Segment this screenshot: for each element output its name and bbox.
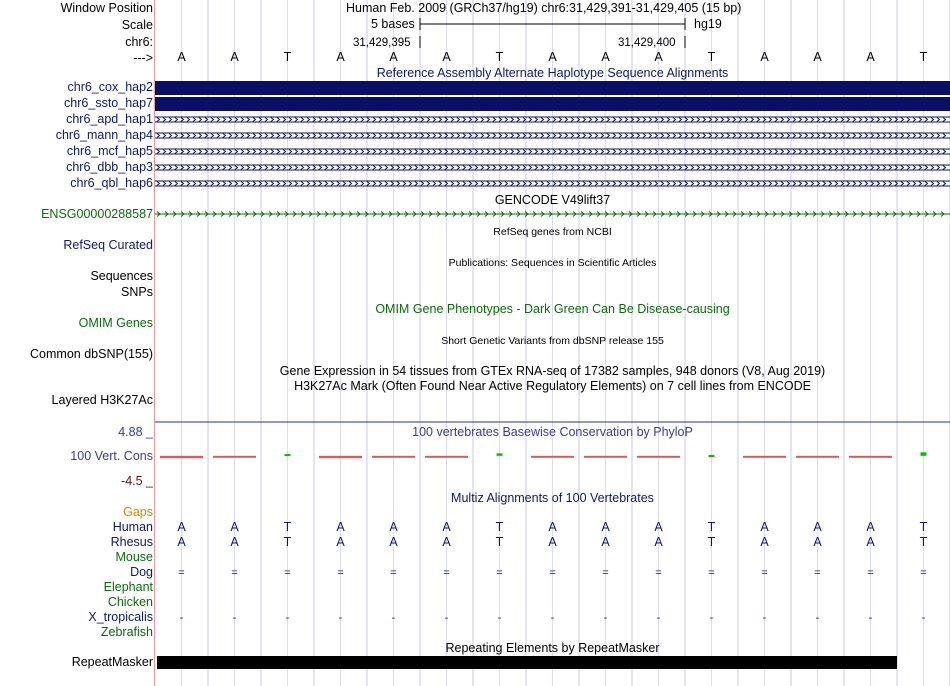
multiz-cell: A [442,535,451,549]
coord-left: 31,429,395 [353,37,411,49]
multiz-human-label[interactable]: Human [112,520,153,534]
alt-hap-label-2[interactable]: chr6_ssto_hap7 [64,96,153,110]
multiz-mouse-label[interactable]: Mouse [115,550,153,564]
ref-base: A [336,50,345,64]
multiz-cell: T [707,520,716,534]
multiz-cell: T [707,535,716,549]
multiz-cell: = [602,567,609,579]
multiz-cell: A [866,520,875,534]
alt-hap-label-3[interactable]: chr6_apd_hap1 [66,112,153,126]
multiz-elephant-label[interactable]: Elephant [103,580,153,594]
ref-base: A [601,50,610,64]
ref-base: A [654,50,663,64]
multiz-cell: A [760,535,769,549]
multiz-cell: = [496,567,503,579]
multiz-xtropicalis-label[interactable]: X_tropicalis [88,610,153,624]
scale-label: Scale [121,18,153,32]
multiz-cell: - [656,612,661,624]
multiz-chicken-label[interactable]: Chicken [107,595,153,609]
multiz-cell: = [814,567,821,579]
multiz-cell: - [338,612,343,624]
multiz-cell: - [709,612,714,624]
chrom-label: chr6: [125,35,153,49]
multiz-cell: A [336,520,345,534]
multiz-cell: T [283,520,292,534]
multiz-cell: - [868,612,873,624]
alt-hap-label-6[interactable]: chr6_dbb_hap3 [66,160,153,174]
ref-base: T [707,50,716,64]
multiz-cell: - [497,612,502,624]
window-position-value: Human Feb. 2009 (GRCh37/hg19) chr6:31,429,391-31,429,405 (15 bp) [346,1,742,15]
ref-base: A [548,50,557,64]
multiz-cell: A [177,520,186,534]
dbsnp-track-label[interactable]: Common dbSNP(155) [30,347,153,361]
coord-right: 31,429,400 [618,37,676,49]
multiz-cell: - [815,612,820,624]
conservation-track-title: 100 vertebrates Basewise Conservation by PhyloP [412,425,693,439]
omim-track-label[interactable]: OMIM Genes [78,316,153,330]
conservation-min-label: -4.5 _ [121,474,153,488]
multiz-cell: = [867,567,874,579]
window-position-label: Window Position [60,1,153,15]
conservation-track-label[interactable]: 100 Vert. Cons [70,449,153,463]
refseq-track-label[interactable]: RefSeq Curated [63,238,153,252]
repeatmasker-track-label[interactable]: RepeatMasker [71,655,153,669]
ref-base: A [866,50,875,64]
multiz-cell: - [232,612,237,624]
multiz-cell: T [495,535,504,549]
multiz-cell: A [601,535,610,549]
alt-hap-label-7[interactable]: chr6_qbl_hap6 [70,176,153,190]
multiz-gaps-label[interactable]: Gaps [123,505,153,519]
ref-base: A [389,50,398,64]
dbsnp-track-title: Short Genetic Variants from dbSNP release 155 [441,335,664,347]
multiz-cell: A [177,535,186,549]
multiz-cell: T [283,535,292,549]
multiz-cell: - [444,612,449,624]
h3k27ac-track-label[interactable]: Layered H3K27Ac [51,393,153,407]
multiz-cell: = [231,567,238,579]
alt-haplotype-track-title: Reference Assembly Alternate Haplotype Sequence Alignments [376,66,729,80]
multiz-cell: = [708,567,715,579]
multiz-cell: - [603,612,608,624]
ref-base: A [230,50,239,64]
multiz-cell: A [654,535,663,549]
multiz-cell: = [920,567,927,579]
multiz-cell: A [336,535,345,549]
ref-base: A [760,50,769,64]
multiz-cell: = [443,567,450,579]
multiz-zebrafish-label[interactable]: Zebrafish [100,625,153,639]
multiz-cell: - [550,612,555,624]
multiz-cell: A [230,535,239,549]
multiz-cell: - [921,612,926,624]
multiz-cell: A [813,535,822,549]
multiz-cell: A [866,535,875,549]
gtex-track-title: Gene Expression in 54 tissues from GTEx RNA-seq of 17382 samples, 948 donors (V8, Aug 2019) [279,364,826,378]
alt-hap-label-5[interactable]: chr6_mcf_hap5 [66,144,153,158]
assembly-label: hg19 [694,17,722,31]
ref-base: A [177,50,186,64]
multiz-cell: = [337,567,344,579]
publications-track-title: Publications: Sequences in Scientific Articles [448,257,657,269]
multiz-cell: A [442,520,451,534]
publications-snps-label[interactable]: SNPs [121,285,153,299]
multiz-cell: = [284,567,291,579]
multiz-cell: A [654,520,663,534]
multiz-cell: T [919,535,928,549]
multiz-cell: = [549,567,556,579]
ref-base: T [283,50,292,64]
ref-base: A [813,50,822,64]
multiz-cell: A [389,535,398,549]
conservation-max-label: 4.88 _ [118,425,153,439]
gencode-track-title: GENCODE V49lift37 [494,193,611,207]
multiz-cell: A [601,520,610,534]
h3k27ac-track-title: H3K27Ac Mark (Often Found Near Active Regulatory Elements) on 7 cell lines from ENCODE [294,379,811,393]
multiz-track-title: Multiz Alignments of 100 Vertebrates [451,491,654,505]
refseq-track-title: RefSeq genes from NCBI [493,226,612,238]
multiz-cell: - [391,612,396,624]
multiz-cell: A [548,520,557,534]
multiz-cell: = [761,567,768,579]
ref-base: T [495,50,504,64]
scale-bar-label: 5 bases [371,17,415,31]
multiz-cell: A [389,520,398,534]
multiz-cell: = [390,567,397,579]
gencode-gene-label[interactable]: ENSG00000288587 [41,207,153,221]
alt-hap-label-1[interactable]: chr6_cox_hap2 [67,80,153,94]
strand-label: ---> [133,51,153,65]
ref-base: A [442,50,451,64]
multiz-cell: - [285,612,290,624]
multiz-cell: - [762,612,767,624]
multiz-cell: A [813,520,822,534]
multiz-cell: T [495,520,504,534]
omim-track-title: OMIM Gene Phenotypes - Dark Green Can Be Disease-causing [375,302,730,316]
publications-sequences-label[interactable]: Sequences [90,269,153,283]
multiz-cell: T [919,520,928,534]
multiz-cell: A [548,535,557,549]
repeatmasker-track-title: Repeating Elements by RepeatMasker [445,641,660,655]
multiz-dog-label[interactable]: Dog [130,565,153,579]
multiz-rhesus-label[interactable]: Rhesus [110,535,153,549]
multiz-cell: - [179,612,184,624]
multiz-cell: = [178,567,185,579]
multiz-cell: = [655,567,662,579]
ref-base: T [919,50,928,64]
alt-hap-label-4[interactable]: chr6_mann_hap4 [55,128,153,142]
multiz-cell: A [760,520,769,534]
multiz-cell: A [230,520,239,534]
